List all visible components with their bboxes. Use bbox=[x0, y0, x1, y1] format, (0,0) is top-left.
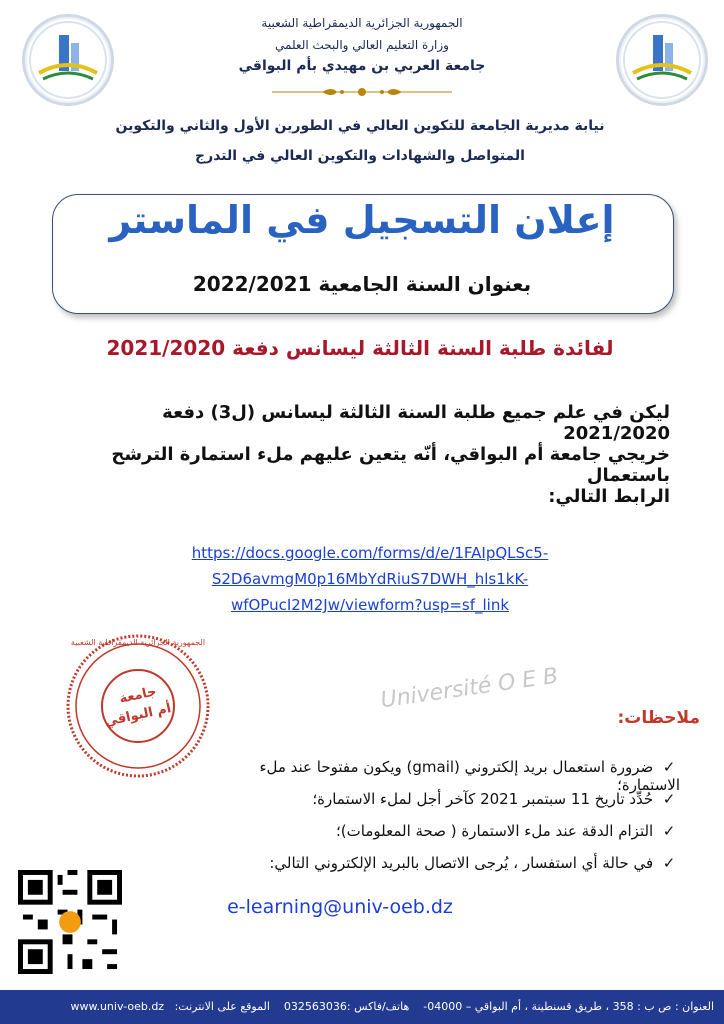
note-item bbox=[200, 790, 680, 808]
directorate-line-1: نيابة مديرية الجامعة للتكوين العالي في الطورين الأول والثاني والتكوين bbox=[115, 118, 605, 134]
announcement-title: إعلان التسجيل في الماستر bbox=[109, 198, 615, 242]
logo-graphic-icon bbox=[619, 17, 705, 103]
stamp-seal-icon bbox=[64, 632, 212, 780]
check-icon: ✓ bbox=[662, 758, 676, 776]
watermark-text: Université O E B bbox=[379, 663, 560, 714]
ornament-divider-icon bbox=[262, 84, 462, 100]
body-line-1: ليكن في علم جميع طلبة السنة الثالثة ليسانس (ل3) دفعة 2021/2020 bbox=[162, 402, 670, 444]
footer-site-link[interactable]: www.univ-oeb.dz bbox=[70, 1000, 165, 1013]
stamp-inner-line-2: أم البواقي bbox=[103, 701, 173, 730]
note-text: في حالة أي استفسار ، يُرجى الاتصال بالبريد الإلكتروني التالي: bbox=[269, 854, 654, 872]
directorate-line-2: المتواصل والشهادات والتكوين العالي في التدرج bbox=[195, 148, 525, 164]
form-link-line-1[interactable]: https://docs.google.com/forms/d/e/1FAIpQLSc5- bbox=[191, 544, 549, 562]
form-link-line-2[interactable]: S2D6avmgM0p16MbYdRiuS7DWH_hls1kK- bbox=[211, 570, 529, 588]
body-line-3: الرابط التالي: bbox=[548, 486, 670, 507]
note-item bbox=[200, 822, 680, 840]
footer-bar bbox=[0, 990, 724, 1024]
contact-email-link[interactable]: e-learning@univ-oeb.dz bbox=[227, 896, 453, 918]
footer-address: العنوان : ص ب : 358 ، طريق قسنطينة ، أم البواقي – 04000- bbox=[423, 1000, 714, 1013]
note-text: ضرورة استعمال بريد إلكتروني (gmail) ويكون مفتوحا عند ملء الاستمارة؛ bbox=[259, 758, 680, 794]
note-item bbox=[200, 758, 680, 794]
check-icon: ✓ bbox=[662, 790, 676, 808]
university-logo-left bbox=[22, 14, 114, 106]
beneficiaries-line: لفائدة طلبة السنة الثالثة ليسانس دفعة 2021/2020 bbox=[106, 336, 614, 360]
check-icon: ✓ bbox=[662, 822, 676, 840]
note-text: التزام الدقة عند ملء الاستمارة ( صحة المعلومات)؛ bbox=[336, 822, 654, 840]
note-text: حُدِّد تاريخ 11 سبتمبر 2021 كآخر أجل لملء الاستمارة؛ bbox=[312, 790, 654, 808]
header-republic: الجمهورية الجزائرية الديمقراطية الشعبية bbox=[261, 16, 463, 30]
footer-site-label: الموقع على الانترنت: bbox=[174, 1000, 270, 1013]
check-icon: ✓ bbox=[662, 854, 676, 872]
header-ministry: وزارة التعليم العالي والبحث العلمي bbox=[275, 38, 449, 52]
university-logo-right bbox=[616, 14, 708, 106]
official-stamp bbox=[64, 632, 212, 780]
stamp-outer-text: الجمهورية الجزائرية الديمقراطية الشعبية bbox=[70, 638, 206, 647]
academic-year-subtitle: بعنوان السنة الجامعية 2022/2021 bbox=[192, 272, 532, 296]
stamp-inner-line-1: جامعة bbox=[118, 684, 158, 707]
footer-phone: هاتف/فاكس :032563036 bbox=[283, 1000, 410, 1013]
notes-title: ملاحظات: bbox=[617, 708, 700, 728]
qr-code-icon[interactable] bbox=[18, 870, 122, 974]
body-line-2: خريجي جامعة أم البواقي، أنّه يتعين عليهم ملء استمارة الترشح باستعمال bbox=[111, 444, 670, 486]
form-link-line-3[interactable]: wfOPucI2M2Jw/viewform?usp=sf_link bbox=[230, 596, 510, 614]
logo-graphic-icon bbox=[25, 17, 111, 103]
header-university: جامعة العربي بن مهيدي بأم البواقي bbox=[238, 58, 486, 74]
note-item bbox=[200, 854, 680, 872]
